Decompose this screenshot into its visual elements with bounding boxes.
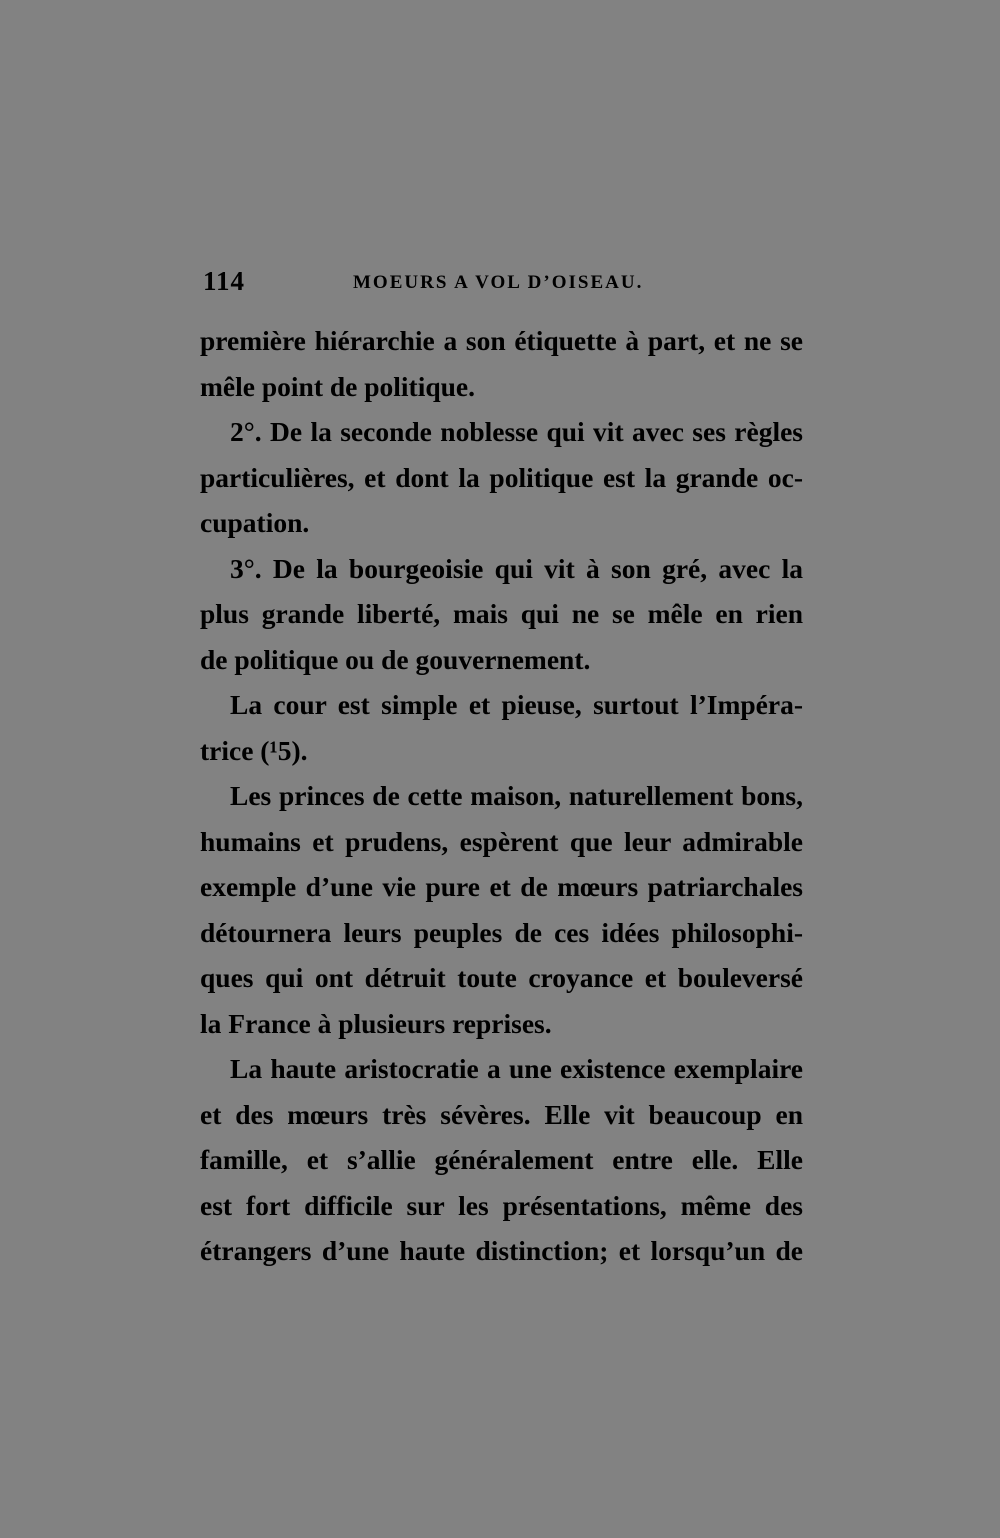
text-line: humains et prudens, espèrent que leur admirable bbox=[200, 825, 803, 857]
page-number: 114 bbox=[203, 266, 246, 296]
text-line: et des mœurs très sévères. Elle vit beaucoup en bbox=[200, 1098, 803, 1130]
text-line: trice (¹5). bbox=[200, 734, 308, 766]
text-line: est fort difficile sur les présentations, même des bbox=[200, 1189, 803, 1221]
text-line: la France à plusieurs reprises. bbox=[200, 1007, 552, 1039]
text-line: particulières, et dont la politique est la grande oc- bbox=[200, 461, 803, 493]
text-line: première hiérarchie a son étiquette à part, et ne se bbox=[200, 325, 803, 356]
body-text bbox=[200, 318, 803, 1274]
text-line: détournera leurs peuples de ces idées philosophi- bbox=[200, 916, 803, 948]
text-line: étrangers d’une haute distinction; et lorsqu’un de bbox=[200, 1235, 803, 1266]
running-title: MOEURS A VOL D’OISEAU. bbox=[353, 272, 644, 293]
text-line: cupation. bbox=[200, 507, 310, 538]
text-line: famille, et s’allie généralement entre elle. Elle bbox=[200, 1144, 803, 1175]
text-line: La haute aristocratie a une existence exemplaire bbox=[230, 1053, 803, 1084]
text-line: 2°. De la seconde noblesse qui vit avec ses règles bbox=[230, 416, 803, 447]
text-line: de politique ou de gouvernement. bbox=[200, 643, 591, 675]
page-header bbox=[203, 262, 803, 302]
text-line: Les princes de cette maison, naturellement bons, bbox=[230, 780, 803, 811]
text-line: mêle point de politique. bbox=[200, 370, 476, 402]
text-line: plus grande liberté, mais qui ne se mêle en rien bbox=[200, 598, 803, 629]
text-line: ques qui ont détruit toute croyance et bouleversé bbox=[200, 962, 803, 993]
text-line: 3°. De la bourgeoisie qui vit à son gré, avec la bbox=[230, 552, 803, 584]
text-line: La cour est simple et pieuse, surtout l’Impéra- bbox=[230, 689, 803, 720]
text-line: exemple d’une vie pure et de mœurs patriarchales bbox=[200, 871, 803, 902]
